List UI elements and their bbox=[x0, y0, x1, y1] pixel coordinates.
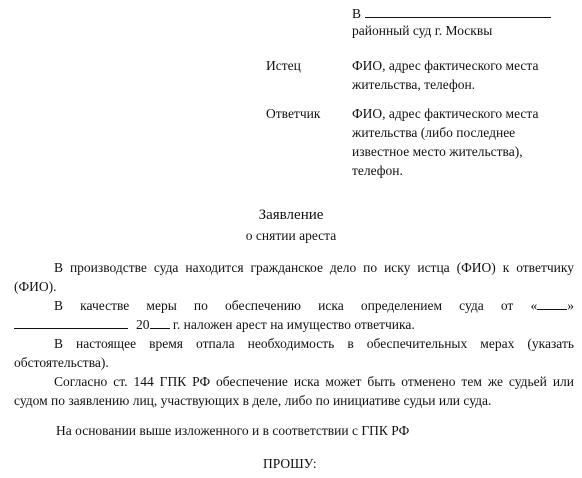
paragraph-circumstances: В настоящее время отпала необходимость в обеспечительных мерах (указать обстоятельства). bbox=[14, 336, 574, 370]
defendant-label: Ответчик bbox=[266, 106, 321, 121]
closing-basis: На основании выше изложенного и в соответствии с ГПК РФ bbox=[56, 423, 410, 438]
document-title: Заявление bbox=[258, 207, 324, 223]
arrest-quote-close: » bbox=[567, 298, 574, 313]
defendant-details: ФИО, адрес фактического места жительства (либо последнее известное место жительства), телефон. bbox=[352, 106, 539, 178]
arrest-text-end: г. наложен арест на имущество ответчика. bbox=[172, 317, 415, 332]
court-prefix: В bbox=[352, 6, 362, 21]
month-blank bbox=[14, 316, 128, 329]
court-name-blank bbox=[365, 4, 551, 18]
paragraph-legal-basis: Согласно ст. 144 ГПК РФ обеспечение иска может быть отменено тем же судьей или судом по заявлению лиц, участвующих в деле, либо по инициативе судьи или суда. bbox=[14, 374, 574, 408]
court-name: районный суд г. Москвы bbox=[352, 23, 493, 38]
arrest-text-start: В качестве меры по обеспечению иска определением суда от « bbox=[54, 298, 538, 313]
paragraph-case: В производстве суда находится гражданское дело по иску истца (ФИО) к ответчику (ФИО). bbox=[14, 260, 574, 294]
day-blank bbox=[537, 297, 567, 310]
paragraph-arrest bbox=[14, 296, 574, 334]
document-body bbox=[14, 258, 574, 410]
request-heading: ПРОШУ: bbox=[263, 456, 317, 471]
plaintiff-label: Истец bbox=[266, 58, 301, 73]
document-subtitle: о снятии ареста bbox=[245, 228, 337, 243]
year-blank bbox=[150, 316, 170, 329]
year-prefix: 20 bbox=[136, 317, 150, 332]
plaintiff-details: ФИО, адрес фактического места жительства, телефон. bbox=[352, 58, 539, 92]
